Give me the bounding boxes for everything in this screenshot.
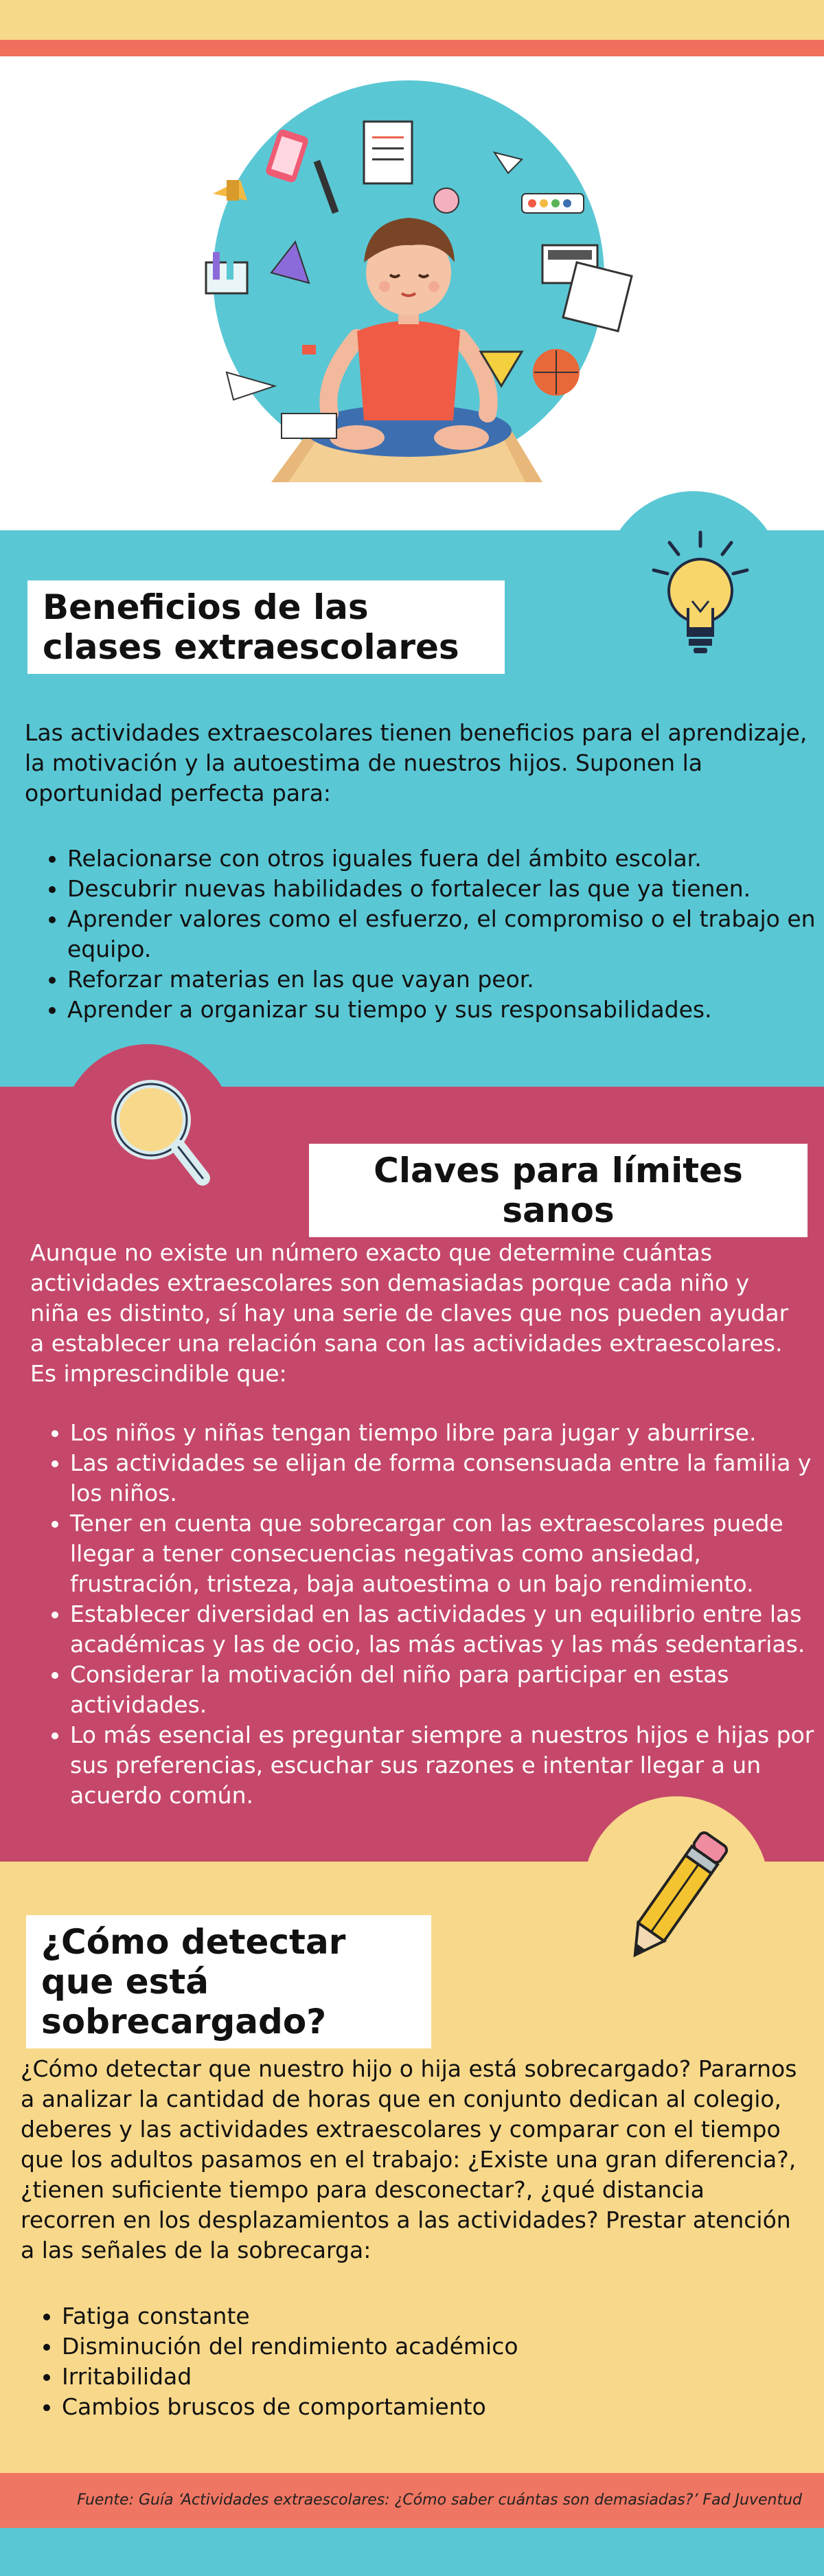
section3-title: ¿Cómo detectar que está sobrecargado? (26, 1915, 431, 2048)
list-item: • Reforzar materias en las que vayan peor. (67, 964, 823, 995)
section1-bullet-list (27, 844, 823, 1025)
list-item: • Los niños y niñas tengan tiempo libre para jugar y aburrirse. (70, 1418, 824, 1448)
accent-stripe (0, 40, 824, 56)
section2-title: Claves para límites sanos (309, 1144, 808, 1237)
list-item: • Aprender valores como el esfuerzo, el compromiso o el trabajo en equipo. (67, 904, 823, 964)
footer-source: Fuente: Guía ‘Actividades extraescolares: ¿Cómo saber cuántas son demasiadas?’ Fad Juventud (77, 2492, 802, 2509)
list-item: • Establecer diversidad en las actividades y un equilibrio entre las académicas y las de ocio, las más activas y las más sedentarias. (70, 1599, 824, 1660)
hero-section (0, 56, 824, 530)
section2-intro2: Es imprescindible que: (30, 1360, 287, 1387)
section3-bullet-list (22, 2301, 817, 2422)
list-item: • Considerar la motivación del niño para participar en estas actividades. (70, 1660, 824, 1720)
section1-title: Beneficios de las clases extraescolares (27, 580, 505, 674)
bottom-band (0, 2528, 824, 2576)
list-item: • Irritabilidad (62, 2362, 817, 2392)
list-item: • Las actividades se elijan de forma consensuada entre la familia y los niños. (70, 1448, 824, 1509)
section2-bullet-list (30, 1418, 824, 1811)
child-meditating-illustration (0, 56, 824, 530)
list-item: • Lo más esencial es preguntar siempre a nuestros hijos e hijas por sus preferencias, escuchar sus razones e intentar llegar a un acuerdo común. (70, 1720, 824, 1811)
lightbulb-icon (645, 526, 755, 663)
section3-intro: ¿Cómo detectar que nuestro hijo o hija está sobrecargado? Pararnos a analizar la cantidad de horas que en conjunto dedican al colegio, deberes y las actividades extraescolares y comparar con el tiempo que los adultos pasamos en el trabajo: ¿Existe una gran diferencia?, ¿tienen suficiente tiempo para desconectar?, ¿qué distancia recorren en los desplazamientos a las actividades? Prestar atención a las señales de la sobrecarga: (21, 2055, 797, 2263)
top-bar (0, 0, 824, 40)
section2-intro: Aunque no existe un número exacto que determine cuántas actividades extraescolares son demasiadas porque cada niño y niña es distinto, sí hay una serie de claves que nos pueden ayudar a establecer una relación sana con las actividades extraescolares. (30, 1239, 789, 1357)
list-item: • Aprender a organizar su tiempo y sus responsabilidades. (67, 995, 823, 1025)
list-item: • Disminución del rendimiento académico (62, 2331, 817, 2362)
list-item: • Descubrir nuevas habilidades o fortalecer las que ya tienen. (67, 874, 823, 904)
magnifying-glass-icon (103, 1075, 213, 1199)
pencil-icon (618, 1820, 735, 1971)
list-item: • Fatiga constante (62, 2301, 817, 2331)
list-item: • Relacionarse con otros iguales fuera del ámbito escolar. (67, 844, 823, 874)
list-item: • Cambios bruscos de comportamiento (62, 2392, 817, 2422)
list-item: • Tener en cuenta que sobrecargar con las extraescolares puede llegar a tener consecuencias negativas como ansiedad, frustración, tristeza, baja autoestima o un bajo rendimiento. (70, 1509, 824, 1599)
section1-intro: Las actividades extraescolares tienen beneficios para el aprendizaje, la motivación y la autoestima de nuestros hijos. Suponen la oportunidad perfecta para: (25, 719, 808, 806)
